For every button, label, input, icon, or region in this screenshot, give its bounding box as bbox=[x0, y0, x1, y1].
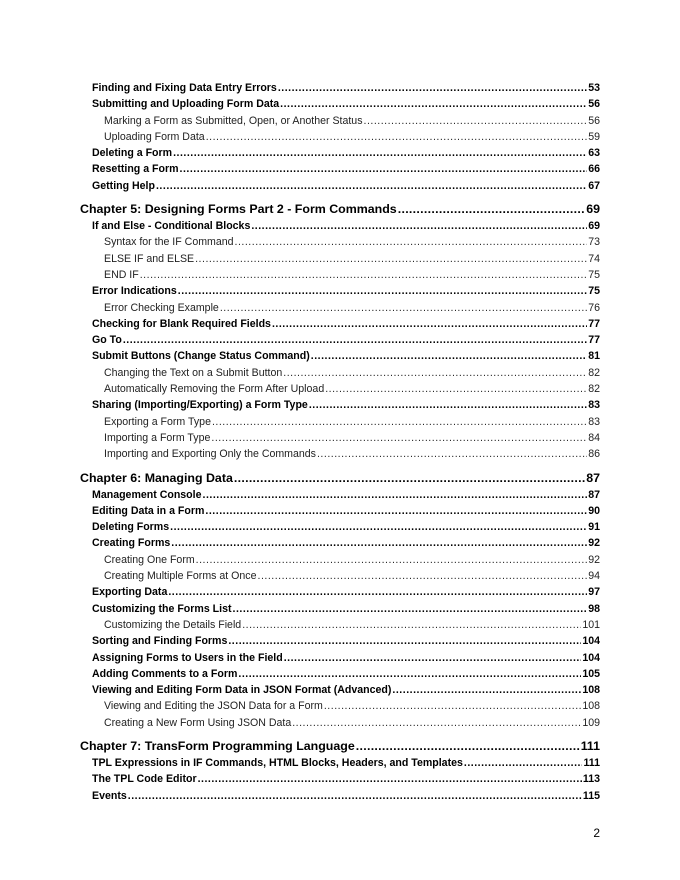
toc-entry-title: END IF bbox=[104, 268, 139, 281]
toc-dot-leader bbox=[205, 503, 587, 519]
toc-subsection-entry[interactable] bbox=[80, 365, 600, 381]
toc-entry-title: Customizing the Forms List bbox=[92, 602, 232, 615]
toc-entry-title: Importing a Form Type bbox=[104, 431, 211, 444]
toc-dot-leader bbox=[233, 601, 588, 617]
toc-subsection-entry[interactable] bbox=[80, 129, 600, 145]
toc-section-entry[interactable] bbox=[80, 755, 600, 771]
toc-entry-page: 77 bbox=[588, 334, 600, 347]
toc-section-entry[interactable] bbox=[80, 601, 600, 617]
toc-section-entry[interactable] bbox=[80, 316, 600, 332]
toc-entry-page: 92 bbox=[588, 553, 600, 566]
toc-entry-page: 108 bbox=[582, 700, 600, 713]
toc-entry-title: ELSE IF and ELSE bbox=[104, 252, 195, 265]
toc-section-entry[interactable] bbox=[80, 397, 600, 413]
toc-entry-title: Submitting and Uploading Form Data bbox=[92, 98, 280, 111]
toc-dot-leader bbox=[242, 617, 581, 633]
toc-section-entry[interactable] bbox=[80, 145, 600, 161]
toc-entry-page: 111 bbox=[583, 756, 600, 769]
toc-dot-leader bbox=[235, 234, 588, 250]
toc-entry-page: 83 bbox=[588, 399, 600, 412]
toc-entry-page: 66 bbox=[588, 163, 600, 176]
toc-entry-title: Checking for Blank Required Fields bbox=[92, 317, 271, 330]
toc-dot-leader bbox=[234, 469, 585, 487]
toc-section-entry[interactable] bbox=[80, 788, 600, 804]
toc-entry-page: 82 bbox=[588, 366, 600, 379]
toc-entry-title: Marking a Form as Submitted, Open, or Another Status bbox=[104, 114, 363, 127]
toc-dot-leader bbox=[278, 80, 587, 96]
toc-entry-page: 87 bbox=[588, 488, 600, 501]
toc-section-entry[interactable] bbox=[80, 332, 600, 348]
toc-dot-leader bbox=[309, 397, 587, 413]
toc-dot-leader bbox=[168, 584, 587, 600]
toc-entry-title: Creating One Form bbox=[104, 553, 195, 566]
toc-dot-leader bbox=[280, 96, 587, 112]
toc-entry-title: Sorting and Finding Forms bbox=[92, 635, 228, 648]
toc-entry-page: 98 bbox=[588, 602, 600, 615]
toc-entry-title: Finding and Fixing Data Entry Errors bbox=[92, 82, 277, 94]
toc-dot-leader bbox=[128, 788, 582, 804]
toc-dot-leader bbox=[173, 145, 587, 161]
toc-section-entry[interactable] bbox=[80, 487, 600, 503]
toc-entry-page: 75 bbox=[588, 268, 600, 281]
toc-dot-leader bbox=[196, 552, 588, 568]
toc-entry-page: 81 bbox=[588, 350, 600, 363]
toc-entry-title: Events bbox=[92, 789, 127, 802]
toc-chapter-entry[interactable] bbox=[80, 737, 600, 755]
toc-entry-title: Assigning Forms to Users in the Field bbox=[92, 651, 283, 664]
toc-section-entry[interactable] bbox=[80, 283, 600, 299]
toc-subsection-entry[interactable] bbox=[80, 234, 600, 250]
toc-entry-page: 77 bbox=[588, 317, 600, 330]
toc-entry-page: 104 bbox=[582, 651, 600, 664]
toc-dot-leader bbox=[195, 251, 587, 267]
toc-subsection-entry[interactable] bbox=[80, 617, 600, 633]
toc-dot-leader bbox=[292, 715, 581, 731]
toc-entry-page: 56 bbox=[588, 98, 600, 111]
toc-entry-title: Exporting a Form Type bbox=[104, 415, 211, 428]
toc-entry-title: Error Checking Example bbox=[104, 301, 219, 314]
toc-dot-leader bbox=[317, 446, 587, 462]
toc-entry-page: 113 bbox=[582, 773, 600, 786]
toc-dot-leader bbox=[272, 316, 587, 332]
toc-entry-title: Chapter 6: Managing Data bbox=[80, 470, 233, 485]
toc-entry-page: 104 bbox=[582, 635, 600, 648]
toc-section-entry[interactable] bbox=[80, 80, 600, 96]
toc-entry-title: Automatically Removing the Form After Upload bbox=[104, 383, 325, 396]
toc-entry-title: The TPL Code Editor bbox=[92, 773, 197, 786]
toc-entry-title: Changing the Text on a Submit Button bbox=[104, 366, 283, 379]
toc-subsection-entry[interactable] bbox=[80, 381, 600, 397]
toc-entry-title: Syntax for the IF Command bbox=[104, 236, 234, 249]
toc-entry-page: 69 bbox=[586, 202, 600, 217]
toc-entry-page: 115 bbox=[582, 789, 600, 802]
toc-entry-title: Resetting a Form bbox=[92, 163, 179, 176]
toc-dot-leader bbox=[284, 650, 582, 666]
toc-entry-page: 108 bbox=[582, 684, 600, 697]
toc-dot-leader bbox=[178, 283, 587, 299]
toc-entry-title: Creating Multiple Forms at Once bbox=[104, 570, 257, 583]
toc-section-entry[interactable] bbox=[80, 633, 600, 649]
toc-subsection-entry[interactable] bbox=[80, 300, 600, 316]
toc-entry-title: Deleting a Form bbox=[92, 147, 173, 160]
toc-entry-title: Sharing (Importing/Exporting) a Form Type bbox=[92, 399, 308, 412]
toc-dot-leader bbox=[325, 381, 587, 397]
toc-entry-page: 92 bbox=[588, 537, 600, 550]
toc-dot-leader bbox=[212, 414, 587, 430]
toc-dot-leader bbox=[324, 698, 581, 714]
toc-subsection-entry[interactable] bbox=[80, 715, 600, 731]
toc-dot-leader bbox=[203, 487, 588, 503]
toc-section-entry[interactable] bbox=[80, 218, 600, 234]
toc-dot-leader bbox=[228, 633, 581, 649]
toc-entry-title: Editing Data in a Form bbox=[92, 504, 205, 517]
toc-entry-title: Viewing and Editing Form Data in JSON Format (Advanced) bbox=[92, 684, 392, 697]
toc-entry-title: TPL Expressions in IF Commands, HTML Blocks, Headers, and Templates bbox=[92, 756, 463, 769]
toc-entry-page: 67 bbox=[588, 179, 600, 192]
toc-entry-page: 90 bbox=[588, 504, 600, 517]
toc-section-entry[interactable] bbox=[80, 503, 600, 519]
toc-entry-title: Chapter 7: TransForm Programming Language bbox=[80, 738, 355, 753]
toc-section-entry[interactable] bbox=[80, 519, 600, 535]
toc-entry-page: 91 bbox=[588, 521, 600, 534]
toc-dot-leader bbox=[238, 666, 581, 682]
toc-section-entry[interactable] bbox=[80, 682, 600, 698]
toc-entry-title: Getting Help bbox=[92, 179, 155, 192]
toc-dot-leader bbox=[123, 332, 587, 348]
toc-entry-title: Viewing and Editing the JSON Data for a Form bbox=[104, 700, 323, 713]
toc-subsection-entry[interactable] bbox=[80, 430, 600, 446]
toc-entry-page: 105 bbox=[582, 667, 600, 680]
toc-entry-page: 87 bbox=[586, 470, 600, 485]
toc-dot-leader bbox=[211, 430, 587, 446]
toc-section-entry[interactable] bbox=[80, 771, 600, 787]
toc-dot-leader bbox=[198, 771, 582, 787]
toc-entry-page: 56 bbox=[588, 114, 600, 127]
toc-entry-title: Chapter 5: Designing Forms Part 2 - Form Commands bbox=[80, 202, 397, 217]
table-of-contents bbox=[80, 80, 600, 804]
page-number: 2 bbox=[593, 826, 600, 840]
toc-dot-leader bbox=[356, 737, 580, 755]
toc-section-entry[interactable] bbox=[80, 178, 600, 194]
toc-entry-page: 69 bbox=[588, 220, 600, 233]
toc-section-entry[interactable] bbox=[80, 348, 600, 364]
toc-entry-title: Management Console bbox=[92, 488, 202, 501]
toc-subsection-entry[interactable] bbox=[80, 251, 600, 267]
toc-subsection-entry[interactable] bbox=[80, 568, 600, 584]
toc-entry-page: 84 bbox=[588, 431, 600, 444]
toc-subsection-entry[interactable] bbox=[80, 414, 600, 430]
toc-entry-page: 59 bbox=[588, 130, 600, 143]
toc-section-entry[interactable] bbox=[80, 666, 600, 682]
toc-dot-leader bbox=[311, 348, 587, 364]
toc-entry-title: Importing and Exporting Only the Commands bbox=[104, 448, 316, 461]
toc-dot-leader bbox=[220, 300, 587, 316]
toc-entry-title: If and Else - Conditional Blocks bbox=[92, 220, 251, 233]
toc-entry-page: 76 bbox=[588, 301, 600, 314]
toc-section-entry[interactable] bbox=[80, 650, 600, 666]
toc-chapter-entry[interactable] bbox=[80, 469, 600, 487]
toc-entry-title: Exporting Data bbox=[92, 586, 168, 599]
toc-entry-page: 75 bbox=[588, 285, 600, 298]
toc-dot-leader bbox=[251, 218, 587, 234]
toc-section-entry[interactable] bbox=[80, 96, 600, 112]
toc-section-entry[interactable] bbox=[80, 584, 600, 600]
toc-entry-page: 101 bbox=[582, 618, 600, 631]
toc-section-entry[interactable] bbox=[80, 535, 600, 551]
toc-subsection-entry[interactable] bbox=[80, 698, 600, 714]
toc-entry-page: 63 bbox=[588, 147, 600, 160]
toc-subsection-entry[interactable] bbox=[80, 552, 600, 568]
toc-subsection-entry[interactable] bbox=[80, 446, 600, 462]
toc-entry-page: 82 bbox=[588, 383, 600, 396]
toc-subsection-entry[interactable] bbox=[80, 267, 600, 283]
toc-dot-leader bbox=[170, 519, 587, 535]
toc-chapter-entry[interactable] bbox=[80, 200, 600, 218]
toc-entry-page: 97 bbox=[588, 586, 600, 599]
toc-entry-title: Creating Forms bbox=[92, 537, 171, 550]
toc-entry-page: 109 bbox=[582, 716, 600, 729]
toc-entry-title: Submit Buttons (Change Status Command) bbox=[92, 350, 310, 363]
toc-subsection-entry[interactable] bbox=[80, 113, 600, 129]
toc-entry-page: 73 bbox=[588, 236, 600, 249]
toc-dot-leader bbox=[398, 200, 586, 218]
toc-dot-leader bbox=[156, 178, 587, 194]
toc-dot-leader bbox=[206, 129, 588, 145]
toc-entry-page: 94 bbox=[588, 570, 600, 583]
toc-dot-leader bbox=[140, 267, 587, 283]
toc-dot-leader bbox=[258, 568, 588, 584]
toc-entry-title: Error Indications bbox=[92, 285, 177, 298]
toc-entry-title: Deleting Forms bbox=[92, 521, 170, 534]
toc-entry-title: Adding Comments to a Form bbox=[92, 667, 238, 680]
toc-dot-leader bbox=[392, 682, 581, 698]
toc-entry-title: Creating a New Form Using JSON Data bbox=[104, 716, 292, 729]
toc-entry-title: Uploading Form Data bbox=[104, 130, 205, 143]
toc-entry-page: 86 bbox=[588, 448, 600, 461]
toc-entry-page: 83 bbox=[588, 415, 600, 428]
toc-entry-page: 74 bbox=[588, 252, 600, 265]
toc-dot-leader bbox=[283, 365, 587, 381]
toc-dot-leader bbox=[464, 755, 583, 771]
toc-entry-title: Go To bbox=[92, 334, 122, 347]
toc-entry-title: Customizing the Details Field bbox=[104, 618, 242, 631]
toc-dot-leader bbox=[171, 535, 587, 551]
toc-entry-page: 111 bbox=[580, 738, 600, 753]
toc-section-entry[interactable] bbox=[80, 161, 600, 177]
toc-dot-leader bbox=[364, 113, 588, 129]
toc-entry-page: 53 bbox=[588, 82, 600, 94]
toc-dot-leader bbox=[180, 161, 588, 177]
